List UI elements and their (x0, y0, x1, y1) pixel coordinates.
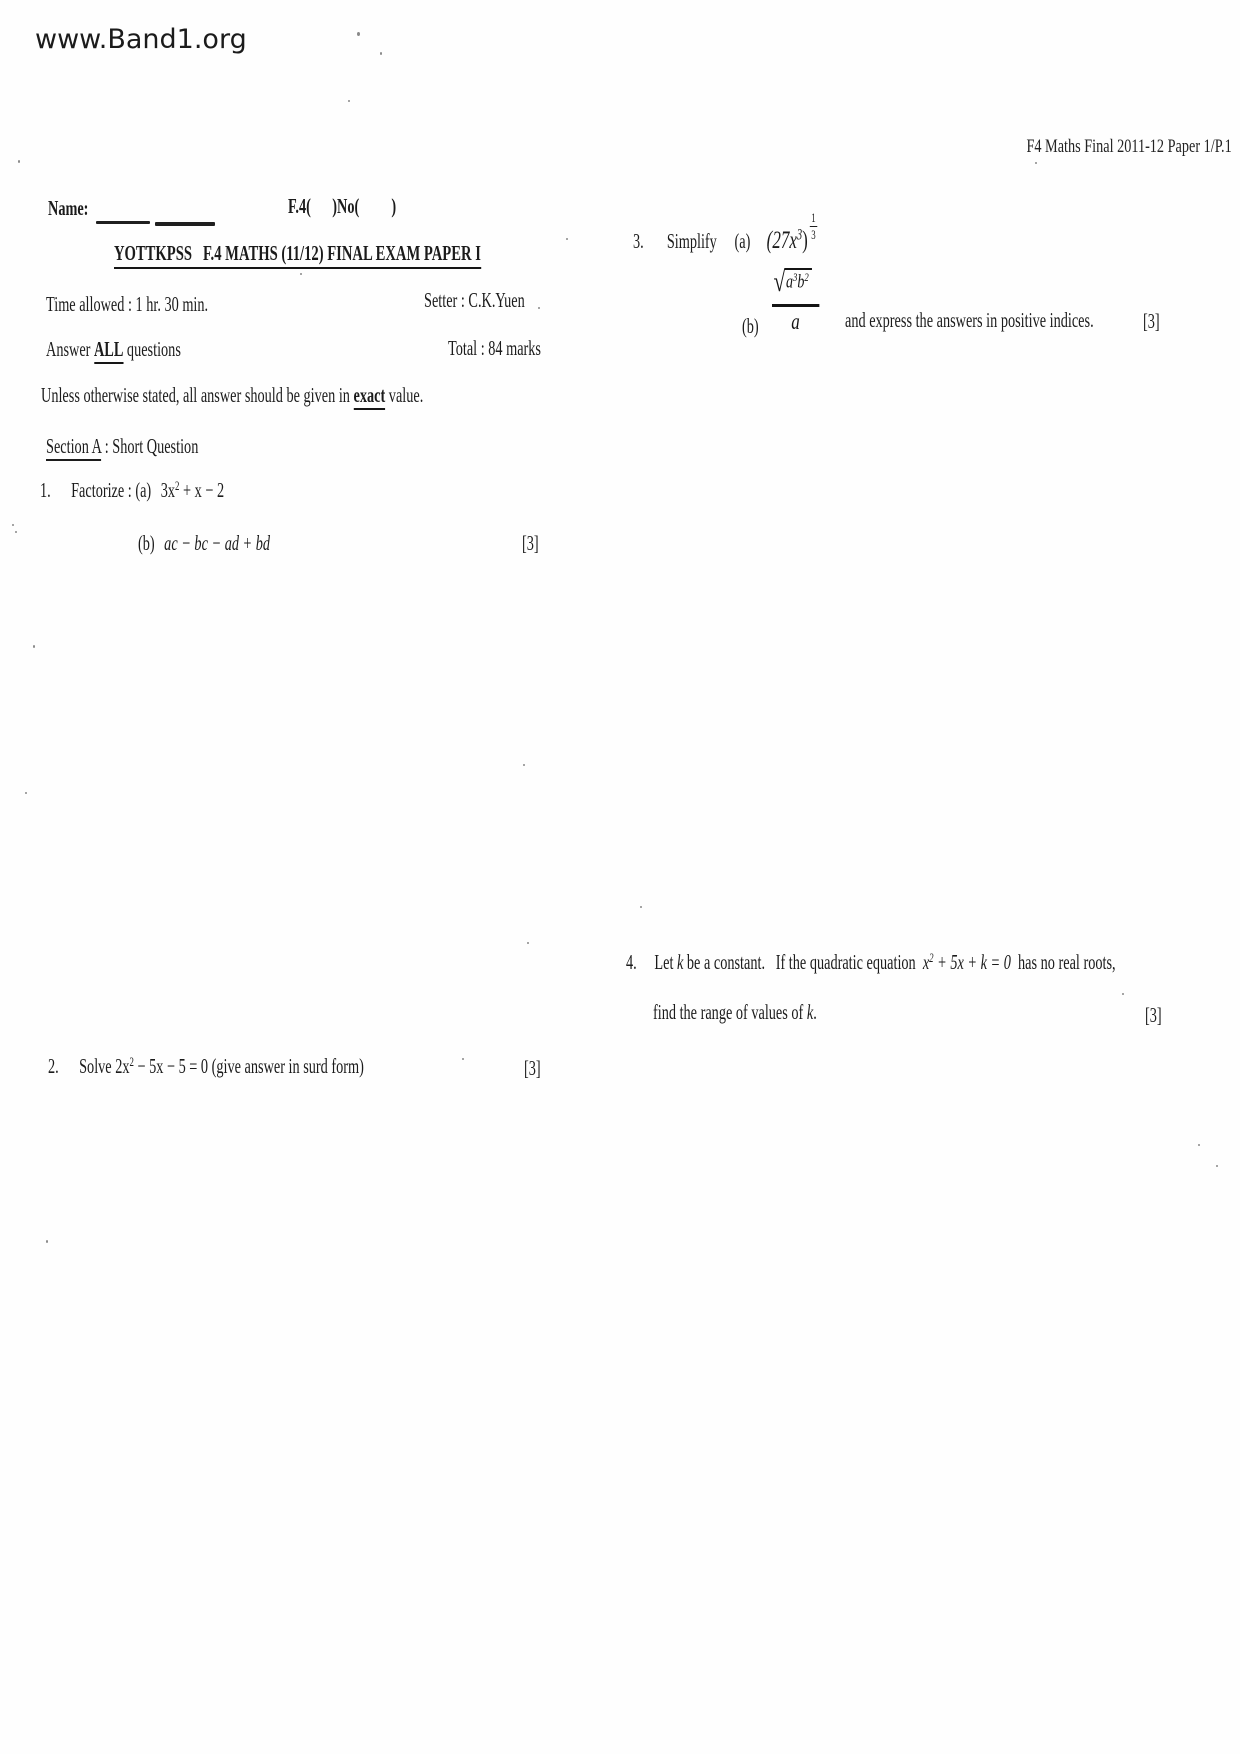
q1-intro: Factorize : (a) (71, 478, 152, 503)
q3b-radicand (785, 268, 812, 293)
q1b-expression: ac − bc − ad + bd (164, 531, 271, 555)
q2-marks: [3] (524, 1056, 541, 1080)
q4-eq-base: x (922, 950, 930, 975)
q3b-fraction (772, 266, 819, 333)
q4-eq-exponent: 2 (929, 950, 934, 965)
q2-tail: − 5x − 5 = 0 (give answer in surd form) (133, 1054, 364, 1079)
scan-speck (46, 1240, 48, 1243)
header-page-ref: F4 Maths Final 2011-12 Paper 1/P.1 (1026, 136, 1232, 157)
q3b-text: and express the answers in positive indices. (845, 308, 1094, 332)
answer-post: questions (123, 337, 181, 361)
scan-speck (1216, 1165, 1218, 1167)
scan-speck (18, 160, 20, 163)
name-underline (155, 222, 215, 226)
q4-line2-period: . (813, 1000, 817, 1024)
radicand-b: b (797, 271, 805, 293)
scan-speck (538, 307, 540, 309)
q3b-label: (b) (742, 314, 759, 338)
q2-formula (79, 1054, 364, 1078)
q3a-exponent-fraction (810, 211, 817, 241)
scan-speck (1035, 162, 1037, 164)
section-heading (46, 434, 198, 460)
scan-speck (462, 1058, 464, 1060)
section-rest: : Short Question (101, 434, 199, 458)
radical-sign: √ (773, 266, 786, 298)
question-1b (138, 531, 270, 557)
q3-marks: [3] (1143, 309, 1160, 333)
radicand-a: a (786, 271, 794, 293)
exam-title: YOTTKPSS F.4 MATHS (11/12) FINAL EXAM PAPER I (114, 240, 481, 269)
scan-speck (523, 764, 525, 766)
q1a-exponent: 2 (175, 478, 180, 493)
answer-all-emphasis: ALL (94, 337, 123, 364)
scan-speck (380, 52, 382, 55)
name-label: Name: (48, 196, 89, 220)
q3b-denominator: a (791, 309, 800, 334)
q3a-exp-denominator: 3 (811, 226, 816, 242)
q3b-numerator (772, 266, 819, 307)
q2-exponent: 2 (129, 1054, 134, 1069)
q3a-label: (a) (734, 229, 751, 253)
question-2 (48, 1054, 364, 1080)
q4-number: 4. (626, 950, 637, 975)
q3a-inner-exponent: 3 (796, 226, 803, 244)
q4-text2: be a constant. If the quadratic equation (683, 950, 923, 975)
q4-text1: Let (654, 950, 677, 975)
exact-value-note (41, 383, 423, 409)
question-1a (40, 478, 224, 504)
q3-verb: Simplify (666, 229, 717, 253)
q4-equation (923, 950, 1011, 974)
q4-line2-text: find the range of values of (653, 1000, 807, 1024)
scan-speck (527, 942, 529, 944)
q3a-close: ) (802, 227, 808, 254)
scan-speck (1198, 1144, 1200, 1146)
q4-eq-tail: + 5x + k = 0 (933, 950, 1011, 975)
scan-speck (1122, 993, 1124, 995)
answer-pre: Answer (46, 337, 94, 361)
section-label: Section A (46, 434, 101, 461)
q1-marks: [3] (522, 531, 539, 555)
name-underline (96, 221, 150, 224)
q2-pre: Solve 2x (79, 1054, 130, 1079)
q1a-base: 3x (160, 478, 176, 503)
scan-speck (566, 238, 568, 240)
scan-speck (300, 273, 302, 275)
total-marks: Total : 84 marks (448, 336, 542, 360)
scan-speck (12, 524, 14, 526)
q1-number: 1. (40, 478, 51, 503)
q4-var-k2: k (806, 1000, 814, 1024)
q3a-exp-numerator: 1 (811, 210, 816, 225)
q3-number: 3. (633, 229, 644, 253)
question-3a (633, 210, 817, 267)
q1a-tail: + x − 2 (179, 478, 225, 503)
watermark-text: www.Band1.org (35, 24, 247, 55)
scan-speck (33, 645, 35, 648)
q1a-formula (161, 478, 224, 502)
q4-marks: [3] (1145, 1003, 1162, 1027)
question-4-line2 (653, 1000, 817, 1026)
question-4-line1 (626, 950, 1116, 976)
q4-text3: has no real roots, (1010, 950, 1116, 975)
answer-instruction (46, 337, 181, 363)
q3a-formula (766, 210, 817, 254)
scan-speck (357, 32, 360, 36)
scan-speck (348, 100, 350, 102)
time-allowed: Time allowed : 1 hr. 30 min. (46, 292, 209, 316)
scan-speck (640, 906, 642, 908)
radicand-a-exp: 3 (793, 271, 798, 284)
scan-speck (15, 531, 17, 533)
radicand-b-exp: 2 (804, 271, 809, 284)
note-exact-emphasis: exact (354, 383, 386, 410)
q1b-label: (b) (138, 531, 155, 555)
q3a-open: (27x (766, 227, 797, 254)
note-pre: Unless otherwise stated, all answer should be given in (41, 383, 354, 407)
scan-speck (25, 792, 27, 794)
class-and-number: F.4( )No( ) (288, 194, 397, 218)
setter: Setter : C.K.Yuen (424, 288, 525, 312)
note-post: value. (385, 383, 424, 407)
q4-var-k: k (676, 950, 684, 975)
q2-number: 2. (48, 1054, 59, 1079)
